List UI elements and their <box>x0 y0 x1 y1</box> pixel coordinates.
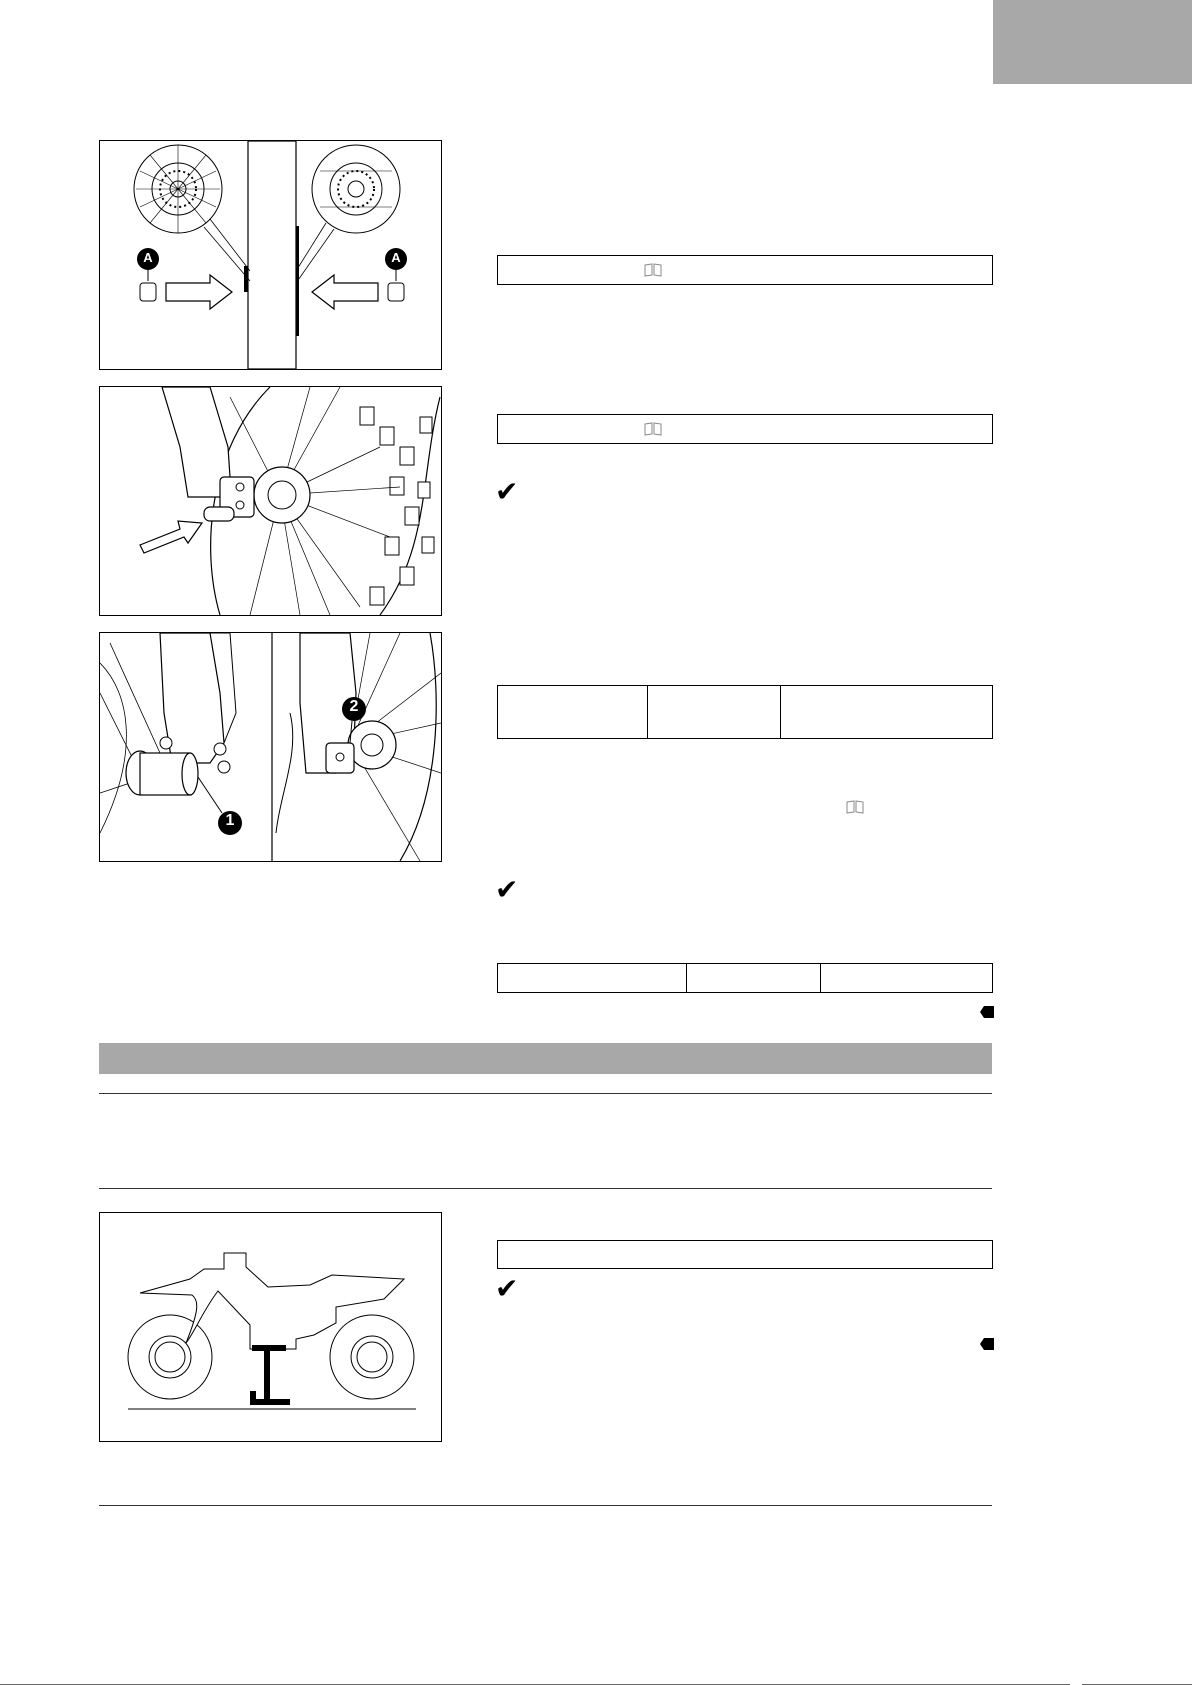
spec-table-1 <box>497 685 993 739</box>
table-divider <box>686 964 687 992</box>
fork-clamp-screws-diagram-icon <box>100 633 441 861</box>
end-marker-icon <box>980 1337 994 1355</box>
chapter-tab-marker <box>993 0 1192 84</box>
end-marker-icon <box>980 1005 994 1023</box>
book-icon[interactable] <box>846 800 864 816</box>
table-divider <box>780 686 781 738</box>
figure-stand <box>99 1212 442 1442</box>
divider-line <box>99 1505 992 1506</box>
figure-axle <box>99 386 442 616</box>
label-a-left: A <box>143 250 153 265</box>
figure-clamps <box>99 632 442 862</box>
label-2: 2 <box>349 698 359 715</box>
spec-table-2 <box>497 963 993 993</box>
book-icon[interactable] <box>644 263 662 279</box>
check-icon: ✔ <box>495 1273 519 1304</box>
wheel-spindle-diagram-icon <box>100 387 441 615</box>
table-divider <box>820 964 821 992</box>
tool-reference-box-2 <box>497 414 993 444</box>
label-1: 1 <box>225 812 235 829</box>
section-header-bar <box>99 1043 992 1074</box>
divider-line <box>99 1188 992 1189</box>
tool-reference-box-3 <box>497 1240 993 1269</box>
tool-reference-box-1 <box>497 255 993 285</box>
book-icon[interactable] <box>644 422 662 438</box>
motorcycle-on-lift-stand-diagram-icon <box>100 1213 441 1441</box>
figure-spacers <box>99 140 442 370</box>
table-divider <box>647 686 648 738</box>
divider-line <box>99 1093 992 1094</box>
check-icon: ✔ <box>495 874 519 905</box>
check-icon: ✔ <box>495 476 519 507</box>
label-a-right: A <box>391 250 401 265</box>
